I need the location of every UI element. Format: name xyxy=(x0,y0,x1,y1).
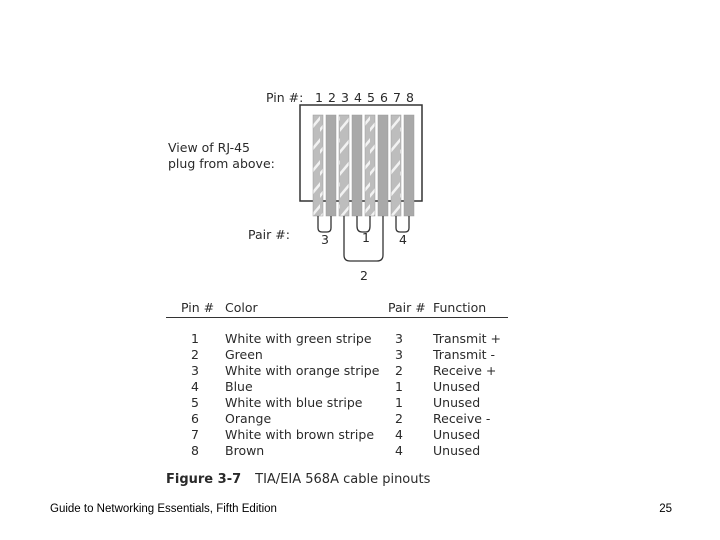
cell-color: Green xyxy=(225,347,263,362)
cell-pair: 1 xyxy=(395,395,403,410)
footer-title: Guide to Networking Essentials, Fifth Edition xyxy=(50,503,277,515)
cell-function: Receive + xyxy=(433,363,497,378)
pair-4-bracket xyxy=(396,216,409,232)
wire-5 xyxy=(365,115,375,216)
table-row xyxy=(0,379,720,395)
wire-4 xyxy=(352,115,362,216)
cell-function: Transmit - xyxy=(433,347,496,362)
cell-function: Transmit + xyxy=(433,331,502,346)
cell-function: Unused xyxy=(433,427,481,442)
table-row xyxy=(0,443,720,459)
pin-number: 6 xyxy=(380,90,388,105)
cell-pair: 2 xyxy=(395,411,403,426)
cell-pin: 8 xyxy=(191,443,199,458)
cell-color: Blue xyxy=(225,379,253,394)
cell-pin: 1 xyxy=(191,331,199,346)
pair-3-bracket xyxy=(318,216,331,232)
pin-number: 7 xyxy=(393,90,401,105)
header-pin: Pin # xyxy=(181,300,215,315)
cell-function: Receive - xyxy=(433,411,491,426)
cell-pin: 2 xyxy=(191,347,199,362)
cell-color: White with brown stripe xyxy=(225,427,375,442)
figure-number: Figure 3-7 xyxy=(166,472,242,487)
cell-color: Brown xyxy=(225,443,265,458)
header-color: Color xyxy=(225,300,258,315)
table-row xyxy=(0,395,720,411)
table-row xyxy=(0,427,720,443)
cell-pin: 7 xyxy=(191,427,199,442)
table-row xyxy=(0,411,720,427)
cell-function: Unused xyxy=(433,379,481,394)
cell-color: White with orange stripe xyxy=(225,363,380,378)
table-row xyxy=(0,347,720,363)
wire-3 xyxy=(339,115,349,216)
pair-label: Pair #: xyxy=(248,227,290,242)
pin-number: 8 xyxy=(406,90,414,105)
pin-number: 5 xyxy=(367,90,375,105)
pair-number-bottom: 2 xyxy=(360,268,368,283)
cell-pin: 5 xyxy=(191,395,199,410)
cell-pin: 4 xyxy=(191,379,199,394)
wire-1 xyxy=(313,115,323,216)
cell-color: Orange xyxy=(225,411,272,426)
header-pair: Pair # xyxy=(388,300,426,315)
table-row xyxy=(0,363,720,379)
cell-pair: 3 xyxy=(395,347,403,362)
cell-pair: 4 xyxy=(395,443,403,458)
page-number: 25 xyxy=(659,503,672,515)
pin-number: 1 xyxy=(315,90,323,105)
cell-function: Unused xyxy=(433,395,481,410)
cell-pin: 3 xyxy=(191,363,199,378)
table-row xyxy=(0,331,720,347)
wire-6 xyxy=(378,115,388,216)
figure-title: TIA/EIA 568A cable pinouts xyxy=(255,472,431,487)
pin-label: Pin #: xyxy=(266,90,304,105)
cell-pair: 3 xyxy=(395,331,403,346)
wire-2 xyxy=(326,115,336,216)
header-function: Function xyxy=(433,300,487,315)
figure-caption xyxy=(166,472,430,487)
wire-7 xyxy=(391,115,401,216)
pair-number-right: 4 xyxy=(399,232,407,247)
pair-number-middle: 1 xyxy=(362,230,370,245)
table-header-rule xyxy=(166,317,508,318)
cell-pair: 4 xyxy=(395,427,403,442)
pin-number: 4 xyxy=(354,90,362,105)
view-label-line2: plug from above: xyxy=(168,156,275,171)
cell-function: Unused xyxy=(433,443,481,458)
cell-color: White with green stripe xyxy=(225,331,372,346)
cell-color: White with blue stripe xyxy=(225,395,363,410)
pin-number: 2 xyxy=(328,90,336,105)
view-label-line1: View of RJ-45 xyxy=(168,140,251,155)
pair-number-left: 3 xyxy=(321,232,329,247)
cell-pair: 1 xyxy=(395,379,403,394)
cell-pin: 6 xyxy=(191,411,199,426)
wire-8 xyxy=(404,115,414,216)
pin-number: 3 xyxy=(341,90,349,105)
cell-pair: 2 xyxy=(395,363,403,378)
